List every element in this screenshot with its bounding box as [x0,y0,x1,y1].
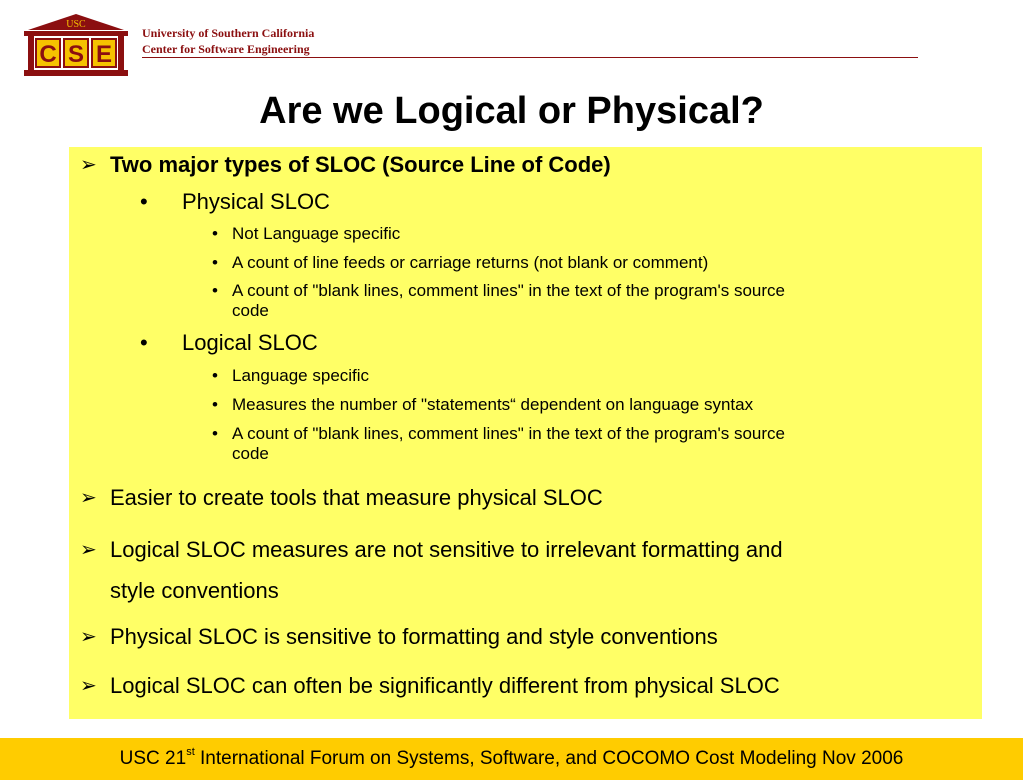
point-item: Logical SLOC measures are not sensitive to irrelevant formatting and [110,537,783,562]
logical-item: A count of "blank lines, comment lines" in the text of the program's source [232,424,785,443]
header-divider [142,57,918,58]
physical-sloc-label: Physical SLOC [182,189,330,214]
arrow-bullet-icon: ➢ [80,539,97,561]
point-item-continued: style conventions [110,578,279,603]
arrow-bullet-icon: ➢ [80,675,97,697]
physical-item: Not Language specific [232,224,401,243]
bullet-dot-icon: • [212,224,218,243]
footer-text [0,748,1023,770]
logical-sloc-label: Logical SLOC [182,330,318,355]
content-box [69,147,982,719]
logo-letter-c: C [39,41,57,68]
physical-item: A count of line feeds or carriage returns (not blank or comment) [232,253,709,272]
physical-item: A count of "blank lines, comment lines" in the text of the program's source [232,281,785,300]
point-item: Logical SLOC can often be significantly different from physical SLOC [110,673,780,698]
bullet-dot-icon: • [212,424,218,443]
arrow-bullet-icon: ➢ [80,487,97,509]
point-item: Easier to create tools that measure physical SLOC [110,485,603,510]
bullet-dot-icon: • [212,281,218,300]
bullet-dot-icon: • [212,366,218,385]
bullet-dot-icon: • [212,395,218,414]
logo-letter-e: E [95,41,113,68]
slide-title: Are we Logical or Physical? [259,90,764,132]
footer-bar [0,738,1023,780]
logo-letter-s: S [67,41,85,68]
footer-superscript: st [186,746,195,758]
logo-top-text: USC [66,19,86,30]
bullet-dot-icon: • [140,330,148,355]
institution-name: University of Southern California [142,26,315,40]
bullet-dot-icon: • [140,189,148,214]
arrow-bullet-icon: ➢ [80,626,97,648]
physical-item-continued: code [232,301,269,320]
footer-prefix: USC 21 [119,748,187,769]
point-item: Physical SLOC is sensitive to formatting and style conventions [110,624,718,649]
arrow-bullet-icon: ➢ [80,154,97,176]
usc-cse-logo [22,14,130,78]
bullet-dot-icon: • [212,253,218,272]
main-bullet: Two major types of SLOC (Source Line of Code) [110,152,611,177]
footer-rest: International Forum on Systems, Software, and COCOMO Cost Modeling Nov 2006 [194,748,904,769]
logical-item: Measures the number of "statements“ dependent on language syntax [232,395,754,414]
logical-item-continued: code [232,444,269,463]
center-name: Center for Software Engineering [142,42,310,56]
logical-item: Language specific [232,366,370,385]
